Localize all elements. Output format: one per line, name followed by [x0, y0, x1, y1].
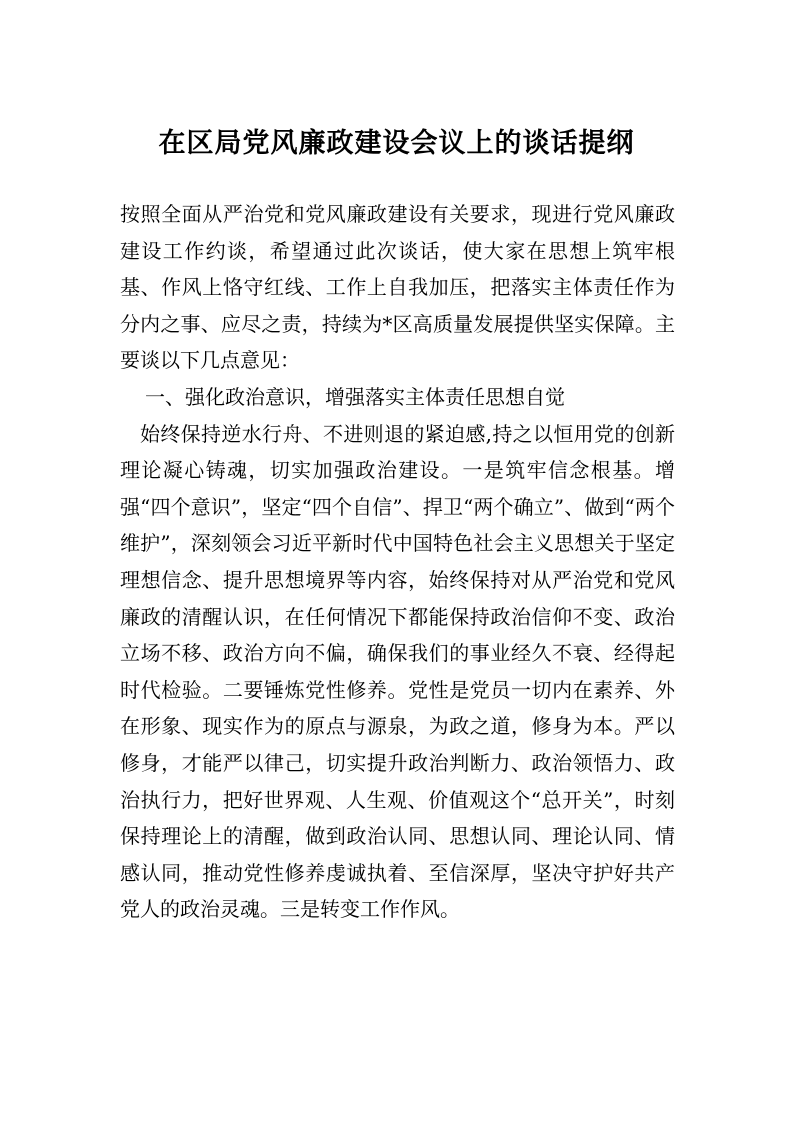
document-title: 在区局党风廉政建设会议上的谈话提纲	[158, 128, 635, 159]
document-body	[120, 196, 675, 928]
section-heading: 一、强化政治意识，增强落实主体责任思想自觉	[145, 384, 565, 409]
section-paragraph: 始终保持逆水行舟、不进则退的紧迫感,持之以恒用党的创新理论凝心铸魂，切实加强政治建设。一是筑牢信念根基。增强“四个意识”，坚定“四个自信”、捍卫“两个确立”、做到“两个维护”，深刻领会习近平新时代中国特色社会主义思想关于坚定理想信念、提升思想境界等内容，始终保持对从严治党和党风廉政的清醒认识，在任何情况下都能保持政治信仰不变、政治立场不移、政治方向不偏，确保我们的事业经久不衰、经得起时代检验。二要锤炼党性修养。党性是党员一切内在素养、外在形象、现实作为的原点与源泉，为政之道，修身为本。严以修身，才能严以律己，切实提升政治判断力、政治领悟力、政治执行力，把好世界观、人生观、价值观这个“总开关”，时刻保持理论上的清醒，做到政治认同、思想认同、理论认同、情感认同，推动党性修养虔诚执着、至信深厚，坚决守护好共产党人的政治灵魂。三是转变工作作风。	[120, 421, 675, 922]
intro-paragraph: 按照全面从严治党和党风廉政建设有关要求，现进行党风廉政建设工作约谈，希望通过此次谈话，使大家在思想上筑牢根基、作风上恪守红线、工作上自我加压，把落实主体责任作为分内之事、应尽之责，持续为*区高质量发展提供坚实保障。主要谈以下几点意见：	[120, 202, 675, 373]
